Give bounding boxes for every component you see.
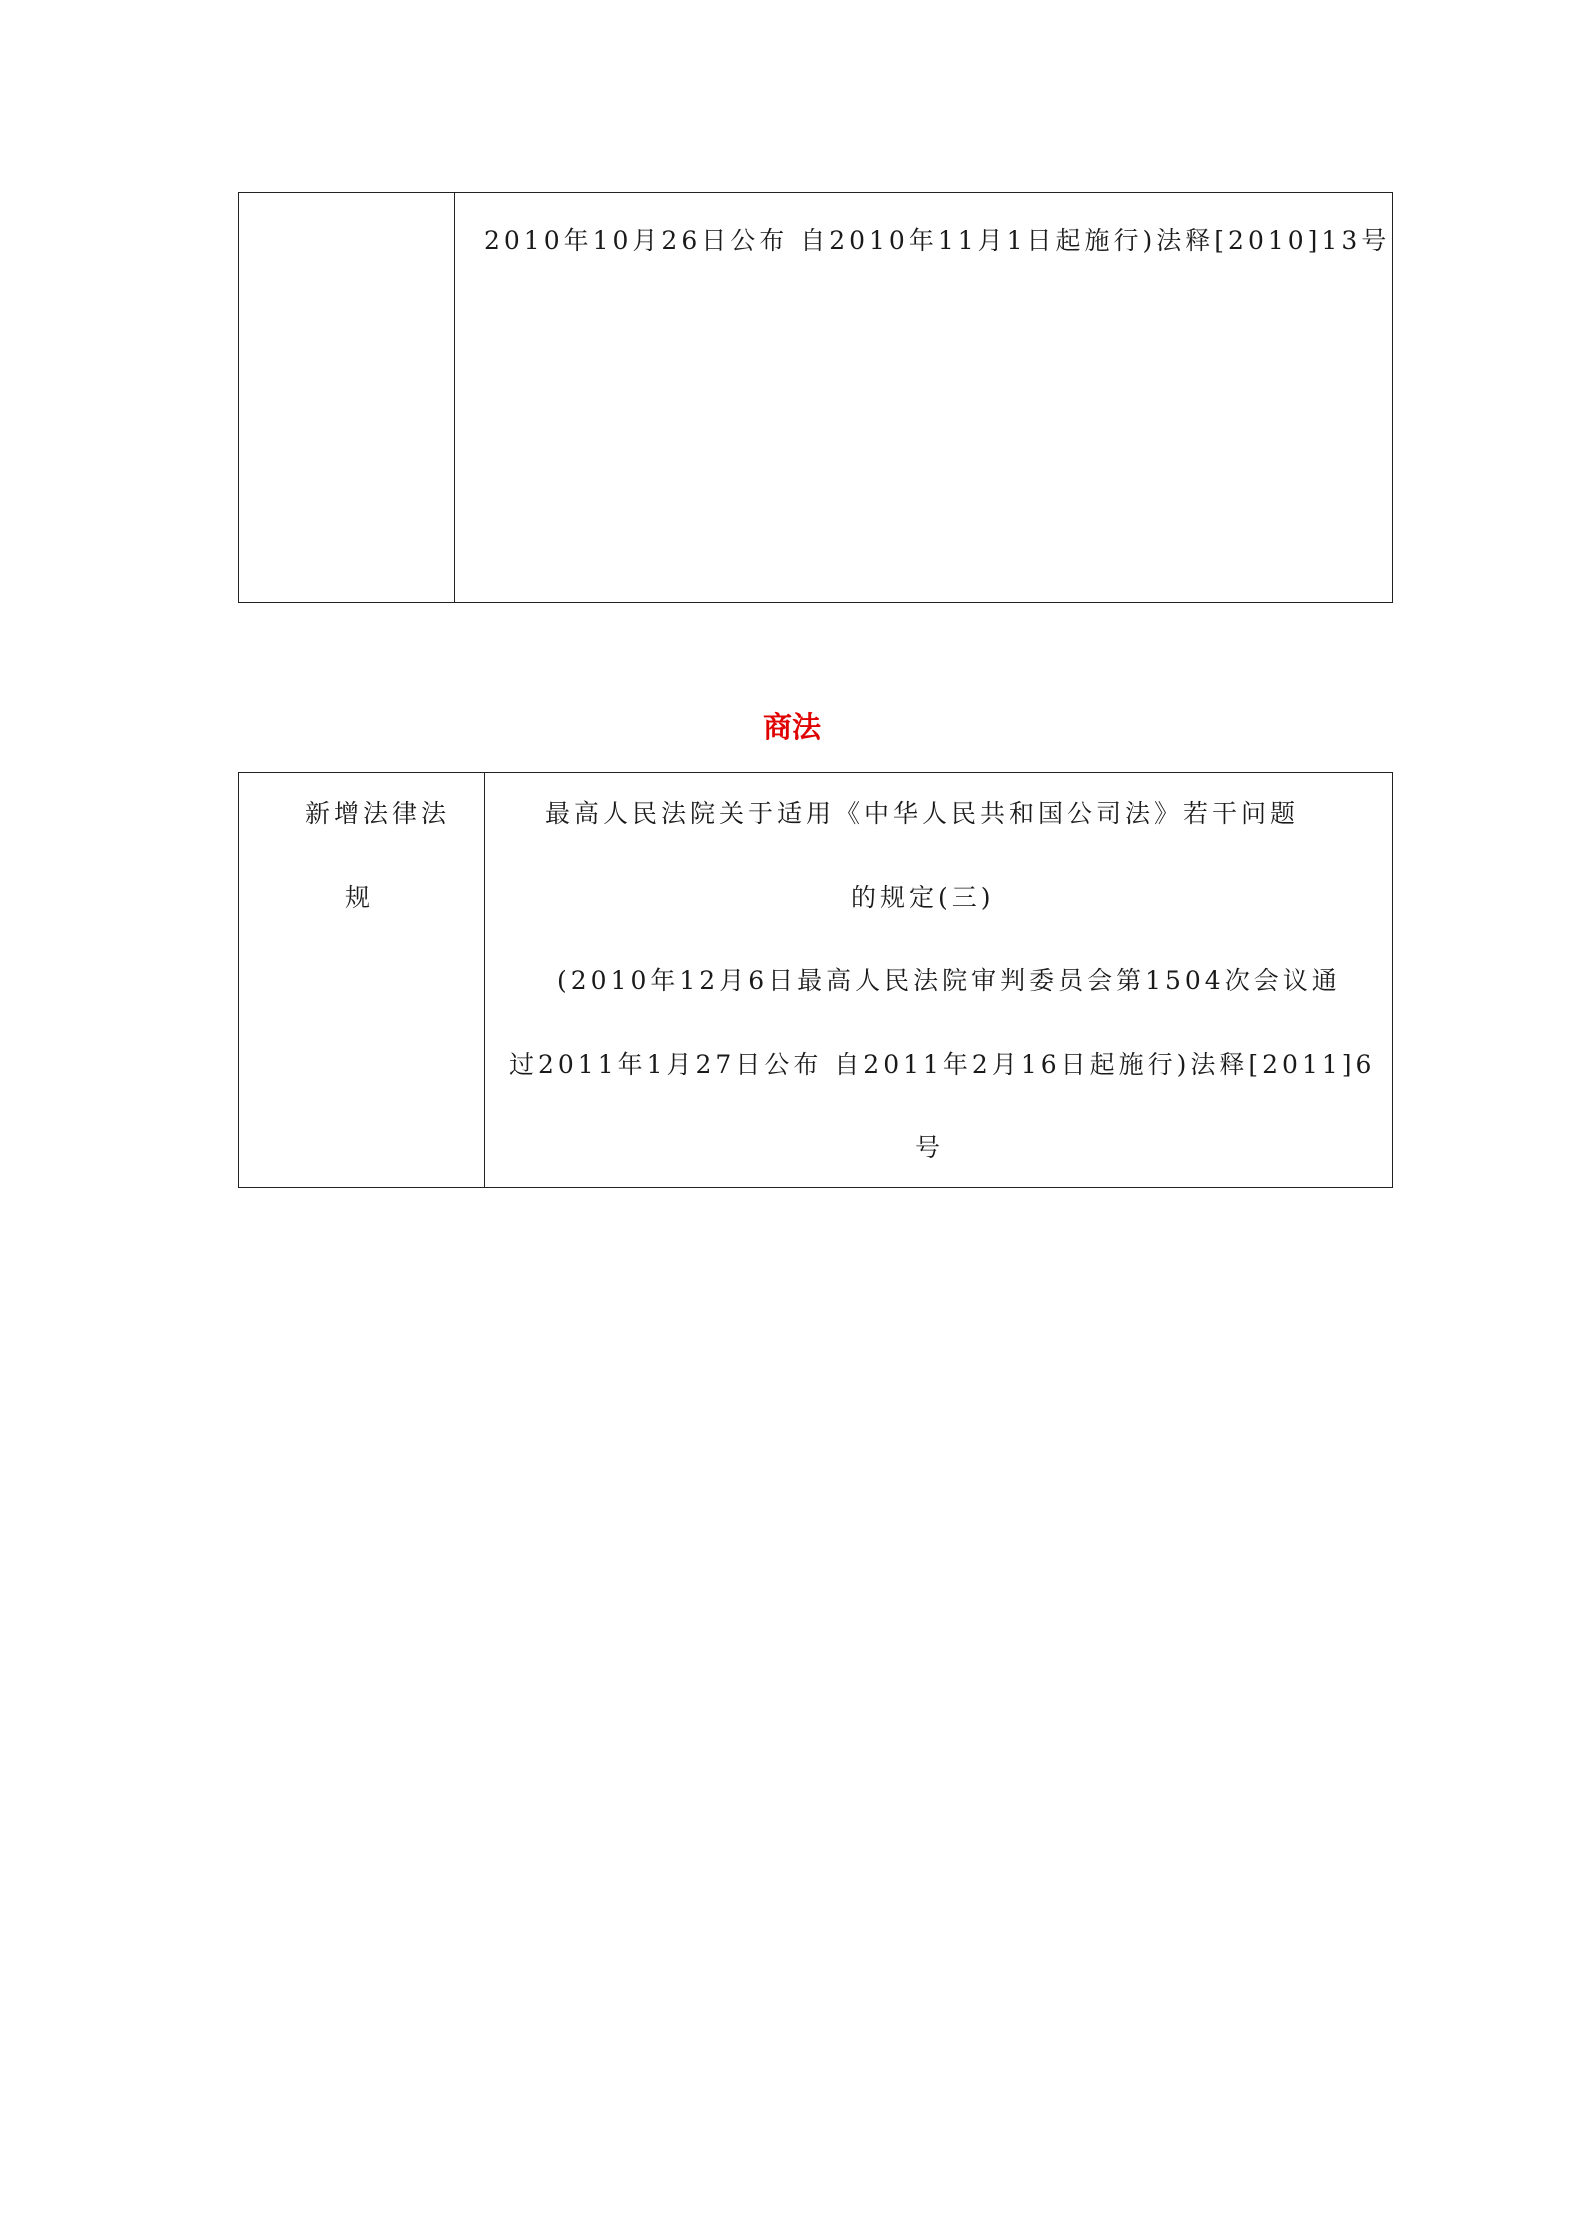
column-divider bbox=[484, 773, 485, 1187]
previous-law-table bbox=[238, 192, 1393, 603]
category-label-line: 规 bbox=[345, 883, 375, 912]
promulgation-text: 2010年10月26日公布 自2010年11月1日起施行)法释[2010]13号 bbox=[484, 226, 1391, 255]
section-title: 商法 bbox=[762, 710, 821, 744]
law-detail-line: (2010年12月6日最高人民法院审判委员会第1504次会议通 bbox=[557, 966, 1341, 995]
column-divider bbox=[454, 193, 455, 602]
law-title-line: 的规定(三) bbox=[851, 883, 995, 912]
commercial-law-table bbox=[238, 772, 1393, 1188]
law-title-line: 最高人民法院关于适用《中华人民共和国公司法》若干问题 bbox=[545, 799, 1300, 828]
law-detail-line: 过2011年1月27日公布 自2011年2月16日起施行)法释[2011]6 bbox=[509, 1050, 1376, 1079]
category-label-line: 新增法律法 bbox=[305, 799, 451, 828]
law-detail-line: 号 bbox=[915, 1133, 945, 1162]
